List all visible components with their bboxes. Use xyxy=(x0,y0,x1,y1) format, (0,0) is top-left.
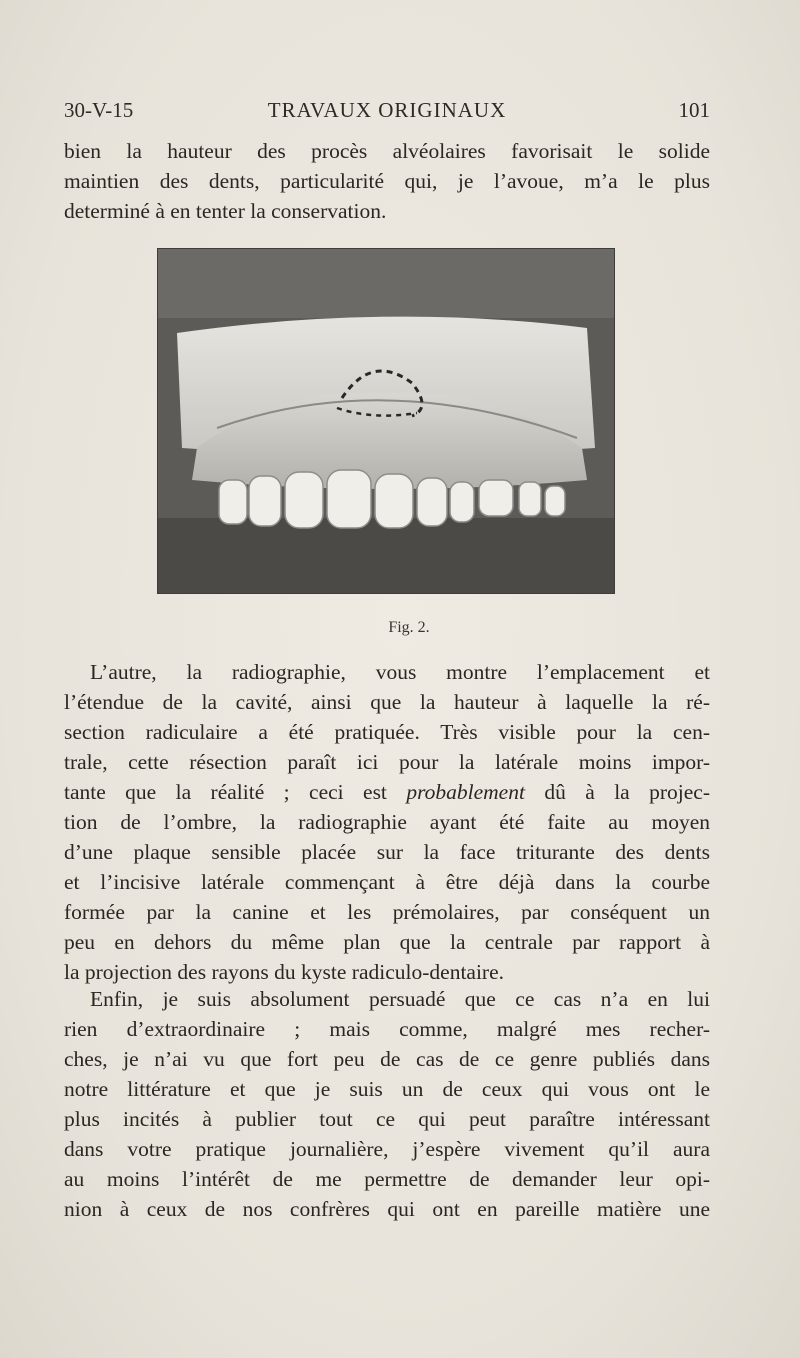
figure-caption-text: Fig. 2. xyxy=(388,619,430,636)
text-line: trale, cette résection paraît ici pour la latérale moins impor- xyxy=(64,750,710,774)
paragraph-1 xyxy=(64,136,710,226)
page-number: 101 xyxy=(678,98,710,122)
text-line: tion de l’ombre, la radiographie ayant été faite au moyen xyxy=(64,810,710,834)
text-line: Enfin, je suis absolument persuadé que ce cas n’a en lui xyxy=(90,987,710,1011)
text-line: et l’incisive latérale commençant à être déjà dans la courbe xyxy=(64,870,710,894)
text-line: L’autre, la radiographie, vous montre l’emplacement et xyxy=(90,660,710,684)
figure-caption xyxy=(0,619,800,637)
text-fragment: tante que la réalité ; ceci est xyxy=(64,780,407,804)
running-header xyxy=(64,98,710,126)
paragraph-2 xyxy=(64,657,710,987)
text-line: d’une plaque sensible placée sur la face triturante des dents xyxy=(64,840,710,864)
text-line: dans votre pratique journalière, j’espère vivement qu’il aura xyxy=(64,1137,710,1161)
paragraph-3 xyxy=(64,984,710,1224)
text-fragment: dû à la projec- xyxy=(524,780,710,804)
text-line: ches, je n’ai vu que fort peu de cas de ce genre publiés dans xyxy=(64,1047,710,1071)
text-line: section radiculaire a été pratiquée. Très visible pour la cen- xyxy=(64,720,710,744)
text-line xyxy=(64,777,710,807)
text-line: rien d’extraordinaire ; mais comme, malgré mes recher- xyxy=(64,1017,710,1041)
header-date: 30-V-15 xyxy=(64,98,134,122)
text-line: la projection des rayons du kyste radiculo-dentaire. xyxy=(64,960,505,984)
text-line: au moins l’intérêt de me permettre de demander leur opi- xyxy=(64,1167,710,1191)
text-line: formée par la canine et les prémolaires, par conséquent un xyxy=(64,900,710,924)
text-line: bien la hauteur des procès alvéolaires favorisait le solide xyxy=(64,139,710,163)
text-line: determiné à en tenter la conservation. xyxy=(64,199,387,223)
dental-cast-image xyxy=(157,248,615,594)
text-line: maintien des dents, particularité qui, je l’avoue, m’a le plus xyxy=(64,169,710,193)
text-line: peu en dehors du même plan que la centrale par rapport à xyxy=(64,930,710,954)
header-title: TRAVAUX ORIGINAUX xyxy=(267,98,507,122)
figure-dental-cast-photo xyxy=(157,248,615,594)
text-line: l’étendue de la cavité, ainsi que la hauteur à laquelle la ré- xyxy=(64,690,710,714)
emphasized-word: probablement xyxy=(406,780,525,804)
text-line: notre littérature et que je suis un de ceux qui vous ont le xyxy=(64,1077,710,1101)
text-line: plus incités à publier tout ce qui peut paraître intéressant xyxy=(64,1107,710,1131)
text-line: nion à ceux de nos confrères qui ont en pareille matière une xyxy=(64,1197,710,1221)
